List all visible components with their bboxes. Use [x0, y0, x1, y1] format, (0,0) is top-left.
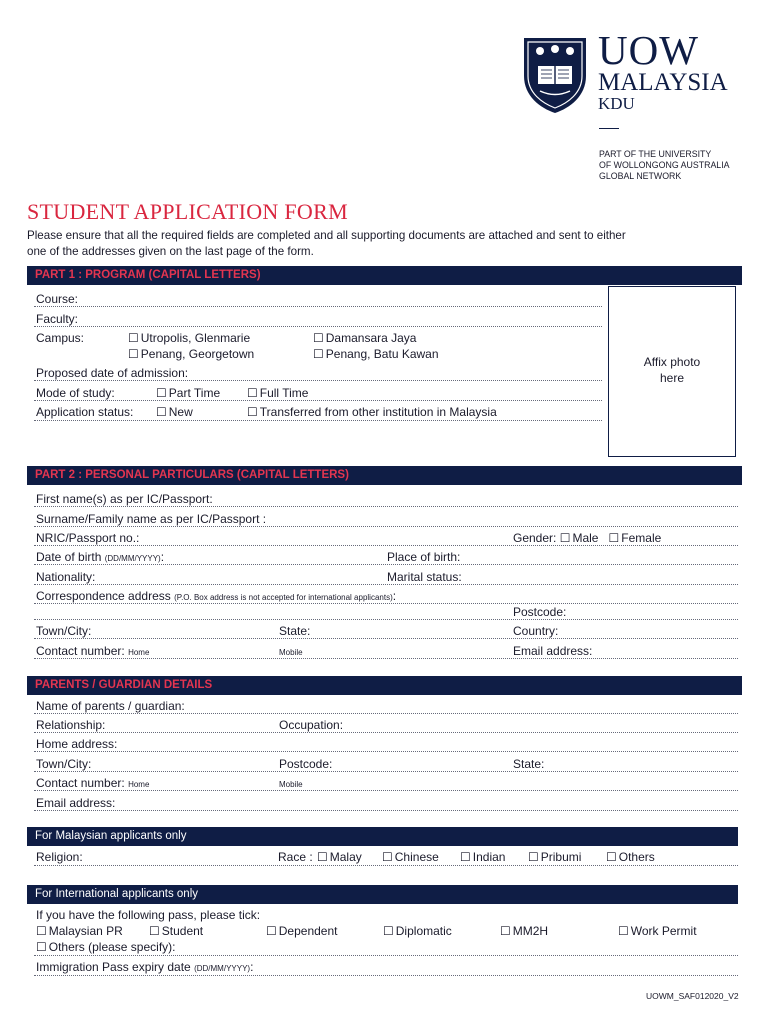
brand-divider [599, 128, 619, 129]
mode-full-time-option[interactable] [247, 386, 308, 400]
option-label: Chinese [394, 850, 439, 864]
guardian-name-label: Name of parents / guardian: [36, 699, 185, 713]
contact-mobile: Mobile [279, 648, 303, 657]
option-label: Student [161, 924, 204, 938]
checkbox[interactable]: ☐ [128, 331, 139, 345]
expiry-text: Immigration Pass expiry date [36, 960, 191, 974]
option-label: Pribumi [540, 850, 582, 864]
nric-field[interactable] [34, 545, 738, 546]
option-label: Penang, Georgetown [140, 347, 255, 361]
relationship-field[interactable] [34, 732, 738, 733]
pass-diplomatic-option[interactable] [383, 924, 452, 938]
photo-caption-line: Affix photo [643, 355, 701, 369]
checkbox[interactable]: ☐ [608, 531, 620, 545]
religion-label: Religion: [36, 850, 83, 864]
campus-batu-kawan-option[interactable] [313, 347, 439, 361]
campus-utropolis-option[interactable] [128, 331, 250, 345]
expiry-colon: : [250, 960, 254, 974]
town-field[interactable] [34, 638, 738, 639]
checkbox[interactable]: ☐ [559, 531, 571, 545]
option-label: Damansara Jaya [325, 331, 417, 345]
faculty-label: Faculty: [36, 312, 79, 326]
pass-student-option[interactable] [149, 924, 203, 938]
brand-tagline [599, 149, 730, 182]
option-label: Full Time [259, 386, 309, 400]
campus-label: Campus: [36, 331, 85, 345]
checkbox[interactable]: ☐ [382, 850, 393, 864]
dob-text: Date of birth [36, 550, 102, 564]
tagline-line: PART OF THE UNIVERSITY [599, 149, 712, 159]
checkbox[interactable]: ☐ [317, 850, 328, 864]
option-label: Male [572, 531, 599, 545]
pass-mm2h-option[interactable] [500, 924, 548, 938]
dob-field[interactable] [34, 564, 738, 565]
pass-others-option[interactable] [36, 940, 175, 954]
religion-field[interactable] [34, 865, 738, 866]
photo-box[interactable] [608, 286, 736, 457]
guardian-contact-home: Home [128, 780, 150, 789]
checkbox[interactable]: ☐ [500, 924, 511, 938]
race-indian-option[interactable] [460, 850, 505, 864]
photo-caption [609, 354, 735, 386]
tagline-line: OF WOLLONGONG AUSTRALIA [599, 160, 730, 170]
option-label: Dependent [278, 924, 338, 938]
checkbox[interactable]: ☐ [313, 347, 324, 361]
dob-format: (DD/MM/YYYY) [104, 554, 161, 563]
malaysian-header: For Malaysian applicants only [27, 827, 738, 846]
contact-field[interactable] [34, 658, 738, 659]
country-label: Country: [513, 624, 559, 638]
brand-kdu: KDU [598, 94, 635, 113]
checkbox[interactable]: ☐ [313, 331, 324, 345]
race-label: Race : [278, 850, 313, 864]
option-label: Transferred from other institution in Malaysia [259, 405, 497, 419]
campus-georgetown-option[interactable] [128, 347, 254, 361]
campus-damansara-option[interactable] [313, 331, 416, 345]
guardian-contact-text: Contact number: [36, 776, 125, 790]
checkbox[interactable]: ☐ [460, 850, 471, 864]
corr-colon: : [392, 589, 397, 603]
footer-code: UOWM_SAF012020_V2 [646, 991, 739, 1001]
home-address-field[interactable] [34, 751, 738, 752]
nric-label: NRIC/Passport no.: [36, 531, 140, 545]
mode-label: Mode of study: [36, 386, 115, 400]
option-label: Others [618, 850, 655, 864]
guardian-contact-mobile: Mobile [279, 780, 303, 789]
option-label: Malay [329, 850, 362, 864]
pob-label: Place of birth: [387, 550, 461, 564]
checkbox[interactable]: ☐ [36, 924, 47, 938]
brand-malaysia: MALAYSIA [598, 69, 728, 96]
corr-field[interactable] [34, 603, 738, 604]
mode-part-time-option[interactable] [156, 386, 220, 400]
university-crest-icon [522, 36, 588, 114]
status-divider [34, 420, 602, 421]
marital-label: Marital status: [387, 570, 462, 584]
guardian-town-label: Town/City: [36, 757, 92, 771]
checkbox[interactable]: ☐ [266, 924, 277, 938]
form-title: STUDENT APPLICATION FORM [27, 199, 348, 224]
race-others-option[interactable] [606, 850, 655, 864]
nationality-field[interactable] [34, 584, 738, 585]
surname-label: Surname/Family name as per IC/Passport : [36, 512, 267, 526]
surname-field[interactable] [34, 526, 738, 527]
pass-dependent-option[interactable] [266, 924, 337, 938]
first-name-field[interactable] [34, 506, 738, 507]
pass-instruction: If you have the following pass, please tick: [36, 908, 261, 922]
part1-header: PART 1 : PROGRAM (CAPITAL LETTERS) [27, 266, 742, 285]
gender-label: Gender: [513, 531, 557, 545]
option-label: Female [621, 531, 662, 545]
option-label: Diplomatic [395, 924, 452, 938]
dob-colon: : [160, 550, 165, 564]
email-label: Email address: [513, 644, 593, 658]
pass-work-permit-option[interactable] [618, 924, 697, 938]
corr-label [36, 589, 396, 603]
corr-note: (P.O. Box address is not accepted for international applicants) [174, 593, 393, 602]
guardian-email-field[interactable] [34, 810, 738, 811]
mode-divider [34, 400, 602, 401]
corr-text: Correspondence address [36, 589, 171, 603]
brand-uow: UOW [598, 27, 699, 73]
first-name-label: First name(s) as per IC/Passport: [36, 492, 213, 506]
nationality-label: Nationality: [36, 570, 96, 584]
expiry-field[interactable] [34, 975, 738, 976]
checkbox[interactable]: ☐ [156, 386, 167, 400]
occupation-label: Occupation: [279, 718, 344, 732]
dob-label [36, 550, 164, 564]
guardian-contact-field[interactable] [34, 790, 738, 791]
option-label: Work Permit [630, 924, 697, 938]
relationship-label: Relationship: [36, 718, 106, 732]
status-transferred-option[interactable] [247, 405, 497, 419]
race-malay-option[interactable] [317, 850, 362, 864]
contact-text: Contact number: [36, 644, 125, 658]
state-label: State: [279, 624, 311, 638]
checkbox[interactable]: ☐ [618, 924, 629, 938]
guardian-town-field[interactable] [34, 771, 738, 772]
contact-label [36, 644, 149, 658]
guardian-name-field[interactable] [34, 713, 738, 714]
option-label: Others (please specify): [48, 940, 176, 954]
intro-line-1: Please ensure that all the required fields are completed and all supporting documents are attached and sent to either [27, 229, 626, 242]
status-new-option[interactable] [156, 405, 193, 419]
home-address-label: Home address: [36, 737, 118, 751]
race-pribumi-option[interactable] [528, 850, 581, 864]
checkbox[interactable]: ☐ [247, 386, 258, 400]
guardian-postcode-label: Postcode: [279, 757, 333, 771]
checkbox[interactable]: ☐ [149, 924, 160, 938]
checkbox[interactable]: ☐ [383, 924, 394, 938]
checkbox[interactable]: ☐ [128, 347, 139, 361]
tagline-line: GLOBAL NETWORK [599, 171, 682, 181]
checkbox[interactable]: ☐ [606, 850, 617, 864]
town-label: Town/City: [36, 624, 92, 638]
checkbox[interactable]: ☐ [156, 405, 167, 419]
expiry-format: (DD/MM/YYYY) [194, 964, 251, 973]
option-label: Utropolis, Glenmarie [140, 331, 251, 345]
guardian-state-label: State: [513, 757, 545, 771]
pass-malaysian-pr-option[interactable] [36, 924, 123, 938]
admission-field[interactable] [34, 380, 602, 381]
course-label: Course: [36, 292, 79, 306]
guardian-contact-label [36, 776, 149, 790]
status-label: Application status: [36, 405, 134, 419]
expiry-label [36, 960, 253, 974]
checkbox[interactable]: ☐ [247, 405, 258, 419]
parents-header: PARENTS / GUARDIAN DETAILS [27, 676, 742, 695]
contact-home: Home [128, 648, 150, 657]
admission-label: Proposed date of admission: [36, 366, 189, 380]
faculty-field[interactable] [34, 326, 602, 327]
option-label: Part Time [168, 386, 221, 400]
option-label: Penang, Batu Kawan [325, 347, 439, 361]
postcode-field[interactable] [34, 619, 738, 620]
option-label: Indian [472, 850, 506, 864]
postcode-label: Postcode: [513, 605, 567, 619]
checkbox[interactable]: ☐ [528, 850, 539, 864]
option-label: Malaysian PR [48, 924, 123, 938]
gender-group [513, 531, 661, 545]
race-chinese-option[interactable] [382, 850, 439, 864]
photo-caption-line: here [659, 371, 685, 385]
gender-female-option[interactable] [609, 531, 662, 545]
gender-male-option[interactable] [560, 531, 599, 545]
option-label: MM2H [512, 924, 549, 938]
checkbox[interactable]: ☐ [36, 940, 47, 954]
option-label: New [168, 405, 193, 419]
pass-others-field[interactable] [34, 955, 738, 956]
part2-header: PART 2 : PERSONAL PARTICULARS (CAPITAL LETTERS) [27, 466, 742, 485]
international-header: For International applicants only [27, 885, 738, 904]
course-field[interactable] [34, 306, 602, 307]
guardian-email-label: Email address: [36, 796, 116, 810]
intro-line-2: one of the addresses given on the last page of the form. [27, 245, 314, 258]
